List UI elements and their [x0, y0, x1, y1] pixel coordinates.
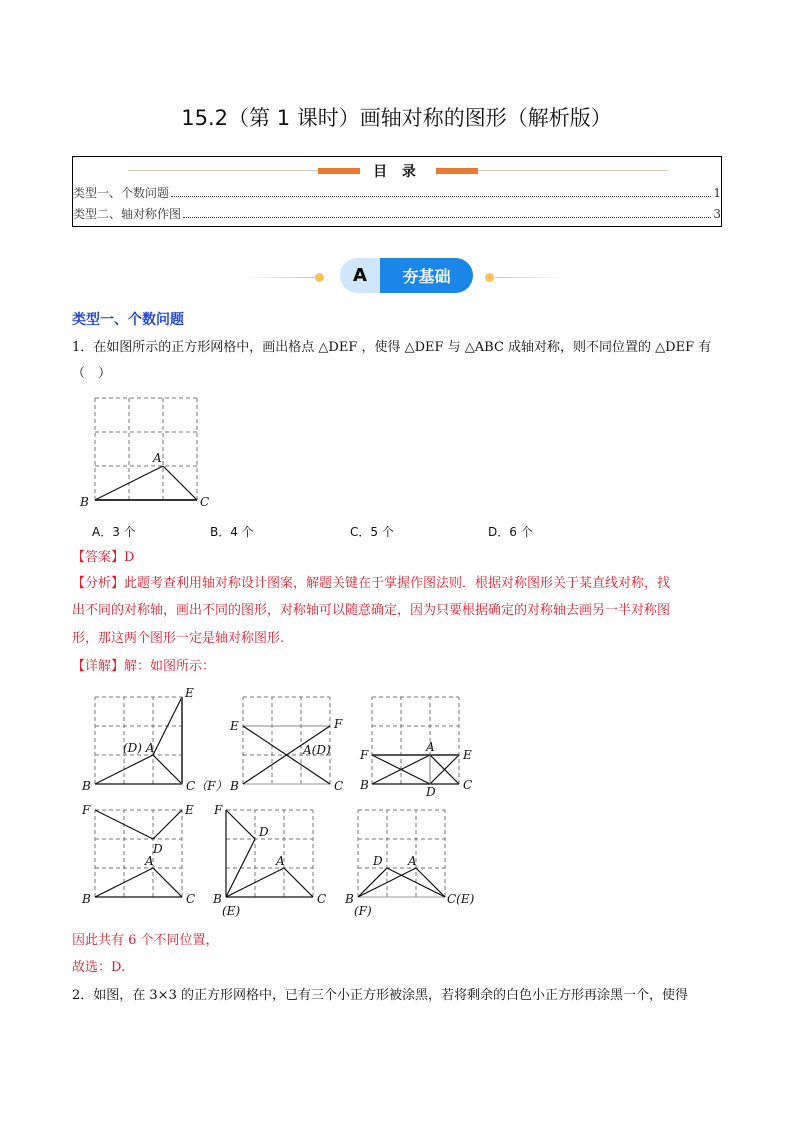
- question-stem: 2．如图，在 3×3 的正方形网格中，已有三个小正方形被涂黑，若将剩余的白色小正方形再涂黑一个，使得: [72, 988, 688, 1003]
- segment: [226, 810, 255, 839]
- point-label: C: [317, 892, 327, 906]
- point-label: A: [153, 451, 162, 465]
- point-label: D: [259, 825, 269, 839]
- point-label: F: [214, 803, 223, 817]
- point-label: D: [373, 854, 383, 868]
- segment: [153, 868, 182, 897]
- toc-item-page[interactable]: 1: [713, 186, 721, 200]
- option-c[interactable]: C．5 个: [350, 525, 394, 539]
- divider: [495, 277, 565, 278]
- analysis-line: 【分析】此题考查利用轴对称设计图案，解题关键在于掌握作图法则．根据对称图形关于某直线对称，找: [72, 576, 671, 591]
- toc-header: [73, 161, 721, 179]
- point-label: B: [345, 892, 354, 906]
- question-stem: 1．在如图所示的正方形网格中，画出格点 △DEF ，使得 △DEF 与 △ABC 成轴对称，则不同位置的 △DEF 有: [72, 340, 712, 355]
- dot-icon: [485, 273, 494, 282]
- segment: [153, 697, 182, 755]
- point-label: F: [334, 717, 343, 731]
- point-label: C（F）: [186, 779, 228, 793]
- badge: [340, 258, 473, 293]
- point-label: E: [185, 803, 194, 817]
- point-label: (D) A: [123, 741, 155, 755]
- segment: [163, 466, 197, 500]
- toc-title: 目 录: [373, 164, 421, 180]
- point-label: B: [82, 779, 91, 793]
- segment: [358, 868, 387, 897]
- solution-figures: [0, 680, 520, 920]
- toc-item-label[interactable]: 类型一、个数问题: [73, 186, 170, 200]
- point-label: B: [80, 495, 89, 509]
- page-title: 15.2（第 1 课时）画轴对称的图形（解析版）: [181, 106, 612, 130]
- toc-item-label[interactable]: 类型二、轴对称作图: [73, 207, 182, 221]
- point-label: E: [463, 748, 472, 762]
- analysis-line: 形，那这两个图形一定是轴对称图形.: [72, 631, 285, 646]
- answer: 【答案】D: [72, 550, 135, 565]
- point-label: B: [230, 779, 239, 793]
- point-label: A: [145, 854, 154, 868]
- point-label: E: [185, 686, 194, 700]
- point-label: A: [276, 854, 285, 868]
- point-label: E: [230, 719, 239, 733]
- option-b[interactable]: B．4 个: [210, 525, 254, 539]
- point-label: C(E): [447, 892, 475, 906]
- badge-text: 夯基础: [380, 258, 473, 293]
- point-label: B: [82, 892, 91, 906]
- segment: [95, 810, 153, 839]
- point-label: A: [426, 740, 435, 754]
- toc-leader: [183, 206, 711, 218]
- badge-letter: A: [340, 258, 380, 293]
- detail-heading: 【详解】解：如图所示：: [72, 659, 216, 674]
- point-label: F: [82, 803, 91, 817]
- point-label: (E): [222, 904, 241, 918]
- final-choice: 故选：D.: [72, 960, 126, 975]
- table-of-contents: [72, 156, 722, 227]
- section-badge: [0, 258, 793, 294]
- point-label: A: [408, 854, 417, 868]
- segment: [153, 810, 182, 839]
- toc-item-page[interactable]: 3: [713, 207, 721, 221]
- option-a[interactable]: A．3 个: [92, 525, 136, 539]
- point-label: A(D): [303, 743, 331, 757]
- toc-item[interactable]: [73, 185, 721, 201]
- question-figure: [78, 390, 218, 512]
- segment: [153, 755, 182, 784]
- point-label: C: [463, 778, 473, 792]
- point-label: C: [186, 892, 196, 906]
- segment: [416, 868, 445, 897]
- option-d[interactable]: D．6 个: [488, 525, 533, 539]
- segment: [284, 868, 313, 897]
- analysis-line: 出不同的对称轴，画出不同的图形，对称轴可以随意确定，因为只要根据确定的对称轴去画另一半对称图: [72, 603, 671, 618]
- point-label: (F): [354, 904, 372, 918]
- conclusion: 因此共有 6 个不同位置，: [72, 933, 219, 948]
- point-label: D: [426, 785, 436, 799]
- point-label: B: [360, 778, 369, 792]
- point-label: B: [213, 892, 222, 906]
- point-label: F: [360, 748, 369, 762]
- point-label: C: [200, 495, 210, 509]
- dot-icon: [315, 273, 324, 282]
- point-label: C: [334, 779, 344, 793]
- section-heading: 类型一、个数问题: [72, 312, 184, 328]
- point-label: D: [153, 842, 163, 856]
- divider: [245, 277, 315, 278]
- toc-leader: [171, 185, 711, 197]
- toc-item[interactable]: [73, 206, 721, 222]
- question-paren: （ ）: [72, 366, 112, 381]
